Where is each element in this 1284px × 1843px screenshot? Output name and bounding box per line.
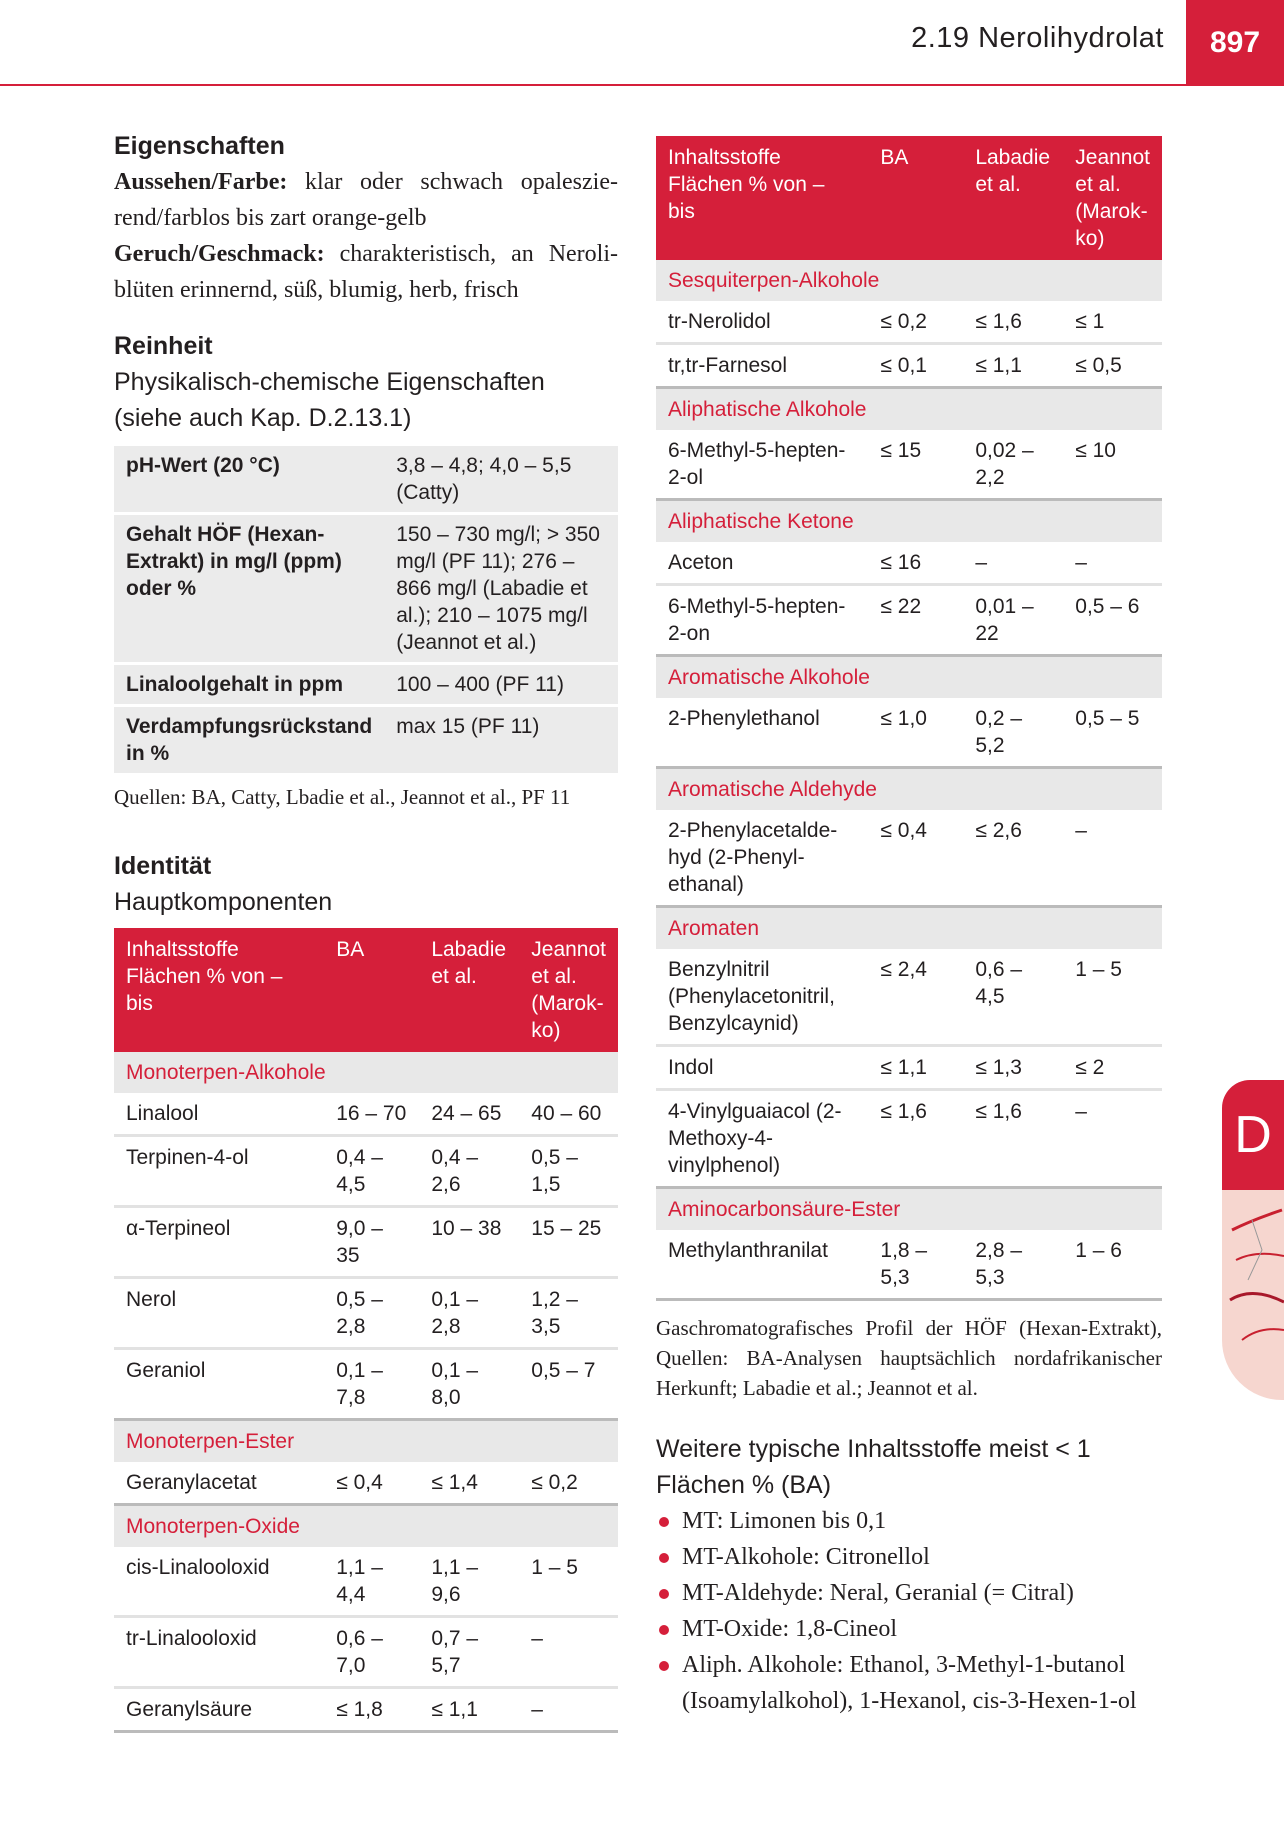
- thumb-index-tab[interactable]: D: [1222, 1080, 1284, 1190]
- category-row: [114, 1052, 618, 1093]
- list-item: MT: Limonen bis 0,1: [656, 1503, 1162, 1539]
- right-table-body: [656, 260, 1162, 1300]
- list-item: Aliph. Alkohole: Ethanol, 3-Methyl-1-butanol (Isoamylalkohol), 1-Hexanol, cis-3-Hexen-1-ol: [656, 1647, 1162, 1719]
- cell-lab: 0,02 – 2,2: [963, 430, 1063, 500]
- cell-name: Geranylacetat: [114, 1462, 324, 1505]
- cell-lab: ≤ 1,1: [419, 1688, 519, 1732]
- reinheit-subheading: Physikalisch-chemische Eigenschaften (siehe auch Kap. D.2.13.1): [114, 368, 545, 432]
- cell-lab: ≤ 1,4: [419, 1462, 519, 1505]
- weitere-heading: Weitere typische Inhaltsstoffe meist < 1 Flächen % (BA): [656, 1435, 1091, 1499]
- table-row: [656, 301, 1162, 344]
- cell-name: 6-Methyl-5-hepten-2-ol: [656, 430, 868, 500]
- cell-name: Terpinen-4-ol: [114, 1136, 324, 1207]
- cell-jea: ≤ 1: [1063, 301, 1162, 344]
- category-row: [656, 260, 1162, 301]
- cell-ba: ≤ 0,2: [868, 301, 963, 344]
- cell-lab: 10 – 38: [419, 1207, 519, 1278]
- cell-jea: 1 – 5: [1063, 949, 1162, 1046]
- eigenschaften-heading: Eigenschaften: [114, 132, 285, 160]
- cell-jea: ≤ 0,5: [1063, 344, 1162, 388]
- list-item: MT-Aldehyde: Neral, Geranial (= Citral): [656, 1575, 1162, 1611]
- cell-lab: 0,7 – 5,7: [419, 1617, 519, 1688]
- cell-jea: ≤ 10: [1063, 430, 1162, 500]
- cell-ba: ≤ 0,4: [324, 1462, 419, 1505]
- cell-ba: ≤ 0,4: [868, 810, 963, 907]
- cell-ba: 0,6 – 7,0: [324, 1617, 419, 1688]
- cell-name: cis-Linalooloxid: [114, 1547, 324, 1617]
- identitaet-heading: Identität: [114, 852, 212, 880]
- geruch-paragraph: Geruch/Geschmack: charakteristisch, an Neroliblüten erinnernd, süß, blumig, herb, frisch: [114, 241, 618, 303]
- table-row: [656, 344, 1162, 388]
- cell-name: 6-Methyl-5-hepten-2-on: [656, 585, 868, 656]
- cell-jea: ≤ 2: [1063, 1046, 1162, 1090]
- table-row: [656, 542, 1162, 585]
- cell-lab: 0,6 – 4,5: [963, 949, 1063, 1046]
- category-label: Monoterpen-Ester: [114, 1420, 618, 1463]
- cell-lab: ≤ 1,6: [963, 1090, 1063, 1188]
- category-row: [114, 1420, 618, 1463]
- cell-jea: 40 – 60: [519, 1093, 618, 1136]
- cell-lab: 0,01 – 22: [963, 585, 1063, 656]
- cell-ba: 9,0 – 35: [324, 1207, 419, 1278]
- cell-name: Nerol: [114, 1278, 324, 1349]
- table-row: [114, 1278, 618, 1349]
- cell-name: 2-Phenylethanol: [656, 698, 868, 768]
- cell-jea: 1 – 6: [1063, 1230, 1162, 1300]
- table-header-row: Inhaltsstoffe Flächen % von – bis BA Labadie et al. Jeannot et al. (Marokko): [656, 136, 1162, 260]
- table-row: [656, 949, 1162, 1046]
- table-row: [656, 1090, 1162, 1188]
- cell-name: Indol: [656, 1046, 868, 1090]
- table-row: [114, 1093, 618, 1136]
- cell-jea: –: [1063, 1090, 1162, 1188]
- cell-ba: 1,8 – 5,3: [868, 1230, 963, 1300]
- table-row: [656, 810, 1162, 907]
- cell-jea: 0,5 – 7: [519, 1349, 618, 1420]
- list-item: MT-Oxide: 1,8-Cineol: [656, 1611, 1162, 1647]
- category-label: Sesquiterpen-Alkohole: [656, 260, 1162, 301]
- cell-ba: ≤ 0,1: [868, 344, 963, 388]
- cell-jea: 0,5 – 5: [1063, 698, 1162, 768]
- header-rule: [0, 84, 1186, 86]
- cell-name: 2-Phenylacetaldehyd (2-Phenylethanal): [656, 810, 868, 907]
- category-label: Aliphatische Ketone: [656, 500, 1162, 543]
- right-components-table: [656, 136, 1162, 1301]
- table-header-row: Inhaltsstoffe Flächen % von – bis BA Labadie et al. Jeannot et al. (Marokko): [114, 928, 618, 1052]
- table-row: [656, 430, 1162, 500]
- cell-lab: 0,4 – 2,6: [419, 1136, 519, 1207]
- weitere-list: [656, 1503, 1162, 1719]
- cell-name: tr-Nerolidol: [656, 301, 868, 344]
- cell-lab: ≤ 2,6: [963, 810, 1063, 907]
- cell-lab: –: [963, 542, 1063, 585]
- table-row: Verdampfungsrückstand in % max 15 (PF 11): [114, 706, 618, 775]
- cell-lab: 0,2 – 5,2: [963, 698, 1063, 768]
- cell-lab: ≤ 1,1: [963, 344, 1063, 388]
- cell-lab: 1,1 – 9,6: [419, 1547, 519, 1617]
- cell-ba: 1,1 – 4,4: [324, 1547, 419, 1617]
- cell-lab: 0,1 – 8,0: [419, 1349, 519, 1420]
- cell-ba: 0,1 – 7,8: [324, 1349, 419, 1420]
- category-row: [656, 500, 1162, 543]
- cell-jea: –: [519, 1617, 618, 1688]
- cell-ba: 16 – 70: [324, 1093, 419, 1136]
- page-number: 897: [1186, 0, 1284, 86]
- table-row: Gehalt HÖF (Hexan-Extrakt) in mg/l (ppm) oder % 150 – 730 mg/l; > 350 mg/l (PF 11); 276 – 866 mg/l (Labadie et al.); 210 – 1075 mg/l (Jeannot et al.): [114, 514, 618, 664]
- aussehen-paragraph: Aussehen/Farbe: klar oder schwach opaleszierend/farblos bis zart orange-gelb: [114, 169, 618, 231]
- cell-ba: ≤ 1,1: [868, 1046, 963, 1090]
- category-label: Aliphatische Alkohole: [656, 388, 1162, 431]
- table-row: [114, 1617, 618, 1688]
- cell-jea: 1 – 5: [519, 1547, 618, 1617]
- category-label: Aromaten: [656, 907, 1162, 950]
- cell-jea: 1,2 – 3,5: [519, 1278, 618, 1349]
- cell-lab: ≤ 1,6: [963, 301, 1063, 344]
- cell-ba: ≤ 15: [868, 430, 963, 500]
- cell-name: Methylanthranilat: [656, 1230, 868, 1300]
- cell-ba: ≤ 22: [868, 585, 963, 656]
- right-column: [656, 136, 1162, 1719]
- table-row: [114, 1688, 618, 1732]
- table-row: [114, 1207, 618, 1278]
- cell-name: α-Terpineol: [114, 1207, 324, 1278]
- table-row: pH-Wert (20 °C) 3,8 – 4,8; 4,0 – 5,5 (Catty): [114, 446, 618, 514]
- table-row: [656, 585, 1162, 656]
- cell-name: tr,tr-Farnesol: [656, 344, 868, 388]
- category-row: [656, 388, 1162, 431]
- table-row: [656, 698, 1162, 768]
- category-label: Aromatische Aldehyde: [656, 768, 1162, 811]
- category-row: [114, 1505, 618, 1548]
- table-row: [656, 1046, 1162, 1090]
- table-row: Linaloolgehalt in ppm 100 – 400 (PF 11): [114, 664, 618, 706]
- cell-name: Benzylnitril (Phenylacetonitril, Benzylcaynid): [656, 949, 868, 1046]
- cell-jea: 0,5 – 6: [1063, 585, 1162, 656]
- cell-name: Geraniol: [114, 1349, 324, 1420]
- table-row: [114, 1547, 618, 1617]
- left-table-body: [114, 1052, 618, 1732]
- physchem-table: [114, 446, 618, 776]
- chapter-title: 2.19 Nerolihydrolat: [911, 22, 1164, 54]
- cell-lab: 24 – 65: [419, 1093, 519, 1136]
- cell-jea: 15 – 25: [519, 1207, 618, 1278]
- cell-ba: ≤ 1,8: [324, 1688, 419, 1732]
- left-components-table: [114, 928, 618, 1733]
- category-label: Aminocarbonsäure-Ester: [656, 1188, 1162, 1231]
- table-row: [114, 1136, 618, 1207]
- category-row: [656, 768, 1162, 811]
- cell-name: Aceton: [656, 542, 868, 585]
- category-label: Monoterpen-Alkohole: [114, 1052, 618, 1093]
- table-row: [656, 1230, 1162, 1300]
- cell-jea: –: [1063, 542, 1162, 585]
- cell-jea: –: [1063, 810, 1162, 907]
- table-row: [114, 1349, 618, 1420]
- cell-ba: ≤ 1,6: [868, 1090, 963, 1188]
- cell-name: Geranylsäure: [114, 1688, 324, 1732]
- cell-lab: ≤ 1,3: [963, 1046, 1063, 1090]
- cell-ba: ≤ 1,0: [868, 698, 963, 768]
- cell-ba: 0,5 – 2,8: [324, 1278, 419, 1349]
- cell-ba: ≤ 2,4: [868, 949, 963, 1046]
- category-row: [656, 656, 1162, 699]
- category-row: [656, 907, 1162, 950]
- category-row: [656, 1188, 1162, 1231]
- cell-jea: ≤ 0,2: [519, 1462, 618, 1505]
- left-column: [114, 128, 618, 1733]
- table-row: [114, 1462, 618, 1505]
- category-label: Monoterpen-Oxide: [114, 1505, 618, 1548]
- cell-ba: ≤ 16: [868, 542, 963, 585]
- cell-jea: 0,5 – 1,5: [519, 1136, 618, 1207]
- gc-profile-source: Gaschromatografisches Profil der HÖF (Hexan-Extrakt), Quellen: BA-Analysen hauptsächlich nordafrikanischer Herkunft; Labadie et al.; Jeannot et al.: [656, 1316, 1162, 1400]
- cell-jea: –: [519, 1688, 618, 1732]
- cell-lab: 2,8 – 5,3: [963, 1230, 1063, 1300]
- cell-name: Linalool: [114, 1093, 324, 1136]
- category-label: Aromatische Alkohole: [656, 656, 1162, 699]
- cell-name: 4-Vinylguaiacol (2-Methoxy-4-vinylphenol): [656, 1090, 868, 1188]
- cell-name: tr-Linalooloxid: [114, 1617, 324, 1688]
- thumb-tab-illustration: [1222, 1190, 1284, 1400]
- reinheit-heading: Reinheit: [114, 332, 213, 360]
- cell-lab: 0,1 – 2,8: [419, 1278, 519, 1349]
- list-item: MT-Alkohole: Citronellol: [656, 1539, 1162, 1575]
- reinheit-source: Quellen: BA, Catty, Lbadie et al., Jeannot et al., PF 11: [114, 785, 571, 809]
- cell-ba: 0,4 – 4,5: [324, 1136, 419, 1207]
- identitaet-subheading: Hauptkomponenten: [114, 888, 333, 916]
